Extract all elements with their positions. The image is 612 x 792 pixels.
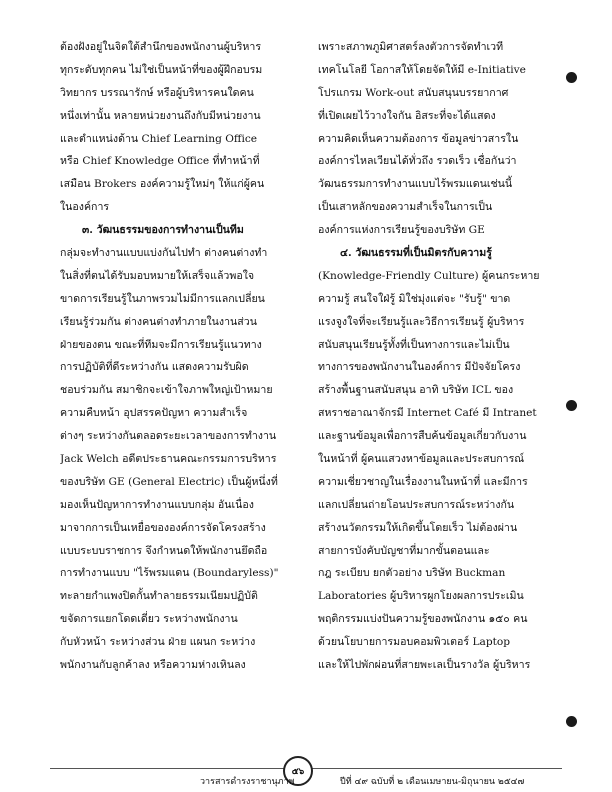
text-line: ทุกระดับทุกคน ไม่ใช่เป็นหน้าที่ของผู้ฝึกอบรม: [60, 63, 263, 76]
text-line: เป็นเสาหลักของความสำเร็จในการเป็น: [318, 201, 493, 214]
section-heading: ๔. วัฒนธรรมที่เป็นมิตรกับความรู้: [340, 247, 492, 260]
text-line: แบบระบบราชการ จึงกำหนดให้พนักงานยึดถือ: [60, 544, 268, 557]
text-line: องค์การไหลเวียนได้ทั่วถึง รวดเร็ว เชื่อกันว่า: [318, 155, 517, 168]
text-line: ต้องฝังอยู่ในจิตใต้สำนึกของพนักงานผู้บริหาร: [60, 41, 262, 53]
text-line: การทำงานแบบ "ไร้พรมแดน (Boundaryless)": [60, 567, 279, 580]
margin-dot-icon: [566, 716, 577, 727]
text-line: โปรแกรม Work-out สนับสนุนบรรยากาศ: [318, 86, 509, 99]
text-line: ของบริษัท GE (General Electric) เป็นผู้หนึ่งที่: [60, 475, 278, 488]
text-line: วัฒนธรรมการทำงานแบบไร้พรมแดนเช่นนี้: [318, 178, 513, 191]
text-line: หนึ่งเท่านั้น หลายหน่วยงานถึงกับมีหน่วยงาน: [60, 109, 261, 122]
text-line: องค์การแห่งการเรียนรู้ของบริษัท GE: [318, 224, 485, 237]
text-line: ฝ่ายของตน ขณะที่ทีมจะมีการเรียนรู้แนวทาง: [60, 338, 262, 351]
text-line: ความเชี่ยวชาญในเรื่องงานในหน้าที่ และมีการ: [318, 475, 528, 488]
footer-issue-info: ปีที่ ๔๙ ฉบับที่ ๒ เดือนเมษายน-มิถุนายน ๒๕๔๗: [340, 777, 525, 787]
text-line: กับหัวหน้า ระหว่างส่วน ฝ่าย แผนก ระหว่าง: [60, 636, 256, 649]
footer-journal-title: วารสารดำรงราชานุภาพ: [200, 777, 295, 787]
margin-dot-icon: [566, 72, 577, 83]
text-line: ในหน้าที่ ผู้คนแสวงหาข้อมูลและประสบการณ์: [318, 453, 525, 466]
text-line: ในสิ่งที่ตนได้รับมอบหมายให้เสร็จแล้วพอใจ: [60, 269, 255, 282]
page-number: ๕๖: [291, 767, 305, 777]
text-line: ความคืบหน้า อุปสรรคปัญหา ความสำเร็จ: [60, 407, 248, 420]
text-line: ที่เปิดเผยไว้วางใจกัน อิสระที่จะได้แสดง: [318, 109, 496, 122]
text-line: สนับสนุนเรียนรู้ทั้งที่เป็นทางการและไม่เป็น: [318, 338, 510, 351]
text-line: ต่างๆ ระหว่างกันตลอดระยะเวลาของการทำงาน: [60, 430, 277, 443]
text-line: มองเห็นปัญหาการทำงานแบบกลุ่ม อันเนื่อง: [60, 498, 254, 511]
text-line: ความคิดเห็นความต้องการ ข้อมูลข่าวสารใน: [318, 132, 519, 145]
text-line: ในองค์การ: [60, 201, 110, 214]
text-line: วิทยากร บรรณารักษ์ หรือผู้บริหารคนใดคน: [60, 86, 254, 99]
text-line: ชอบร่วมกัน สมาชิกจะเข้าใจภาพใหญ่เป้าหมาย: [60, 384, 273, 397]
right-text-column: [318, 36, 566, 677]
text-line: มาจากการเป็นเหยื่อขององค์การจัดโครงสร้าง: [60, 521, 266, 534]
text-line: ด้วยนโยบายการมอบคอมพิวเตอร์ Laptop: [318, 636, 511, 649]
section-heading: ๓. วัฒนธรรมของการทำงานเป็นทีม: [82, 224, 244, 237]
text-line: กลุ่มจะทำงานแบบแบ่งกันไปทำ ต่างคนต่างทำ: [60, 247, 268, 260]
text-line: เพราะสภาพภูมิศาสตร์ลงตัวการจัดทำเวที: [318, 41, 504, 53]
text-line: พนักงานกับลูกค้าลง หรือความห่างเหินลง: [60, 659, 246, 672]
text-line: Laboratories ผู้บริหารผูกโยงผลการประเมิน: [318, 590, 524, 603]
text-line: สร้างพื้นฐานสนับสนุน อาทิ บริษัท ICL ของ: [318, 384, 514, 397]
text-line: และฐานข้อมูลเพื่อการสืบค้นข้อมูลเกี่ยวกับงาน: [318, 430, 527, 443]
text-line: สหราชอาณาจักรมี Internet Café มี Intranet: [318, 407, 537, 420]
text-line: ความรู้ สนใจใฝ่รู้ มิใช่มุ่งแต่จะ "รับรู้" ขาด: [318, 292, 511, 305]
text-line: Jack Welch อดีตประธานคณะกรรมการบริหาร: [60, 453, 277, 466]
text-line: เรียนรู้ร่วมกัน ต่างคนต่างทำภายในงานส่วน: [60, 315, 257, 328]
text-line: ทางการของพนักงานในองค์การ มีปัจจัยโครง: [318, 361, 521, 374]
text-line: (Knowledge-Friendly Culture) ผู้คนกระหาย: [318, 269, 540, 282]
text-line: เสมือน Brokers องค์ความรู้ใหม่ๆ ให้แก่ผู้คน: [60, 178, 265, 191]
text-line: สร้างนวัตกรรมให้เกิดขึ้นโดยเร็ว ไม่ต้องผ่าน: [318, 521, 518, 534]
text-line: เทคโนโลยี โอกาสให้โดยจัดให้มี e-Initiative: [318, 63, 526, 76]
text-line: การปฏิบัติที่ดีระหว่างกัน แสดงความรับผิด: [60, 361, 249, 374]
text-line: ขาดการเรียนรู้ในภาพรวมไม่มีการแลกเปลี่ยน: [60, 292, 265, 305]
left-text-column: [60, 36, 308, 677]
text-line: ทะลายกำแพงปิดกั้นทำลายธรรมเนียมปฏิบัติ: [60, 590, 258, 603]
text-line: หรือ Chief Knowledge Office ที่ทำหน้าที่: [60, 155, 260, 168]
text-line: ขจัดการแยกโดดเดี่ยว ระหว่างพนักงาน: [60, 613, 238, 626]
text-line: กฎ ระเบียบ ยกตัวอย่าง บริษัท Buckman: [318, 567, 506, 580]
text-line: และให้ไปพักผ่อนที่สายพะเลเป็นรางวัล ผู้บริหาร: [318, 659, 531, 672]
text-line: และตำแหน่งด้าน Chief Learning Office: [60, 132, 258, 145]
text-line: แลกเปลี่ยนถ่ายโอนประสบการณ์ระหว่างกัน: [318, 498, 515, 511]
text-line: แรงจูงใจที่จะเรียนรู้และวิธีการเรียนรู้ ผู้บริหาร: [318, 315, 525, 328]
text-line: พฤติกรรมแบ่งปันความรู้ของพนักงาน ๑๕๐ คน: [318, 613, 528, 626]
margin-dot-icon: [566, 400, 577, 411]
text-line: สายการบังคับบัญชาที่มากขั้นตอนและ: [318, 544, 490, 557]
